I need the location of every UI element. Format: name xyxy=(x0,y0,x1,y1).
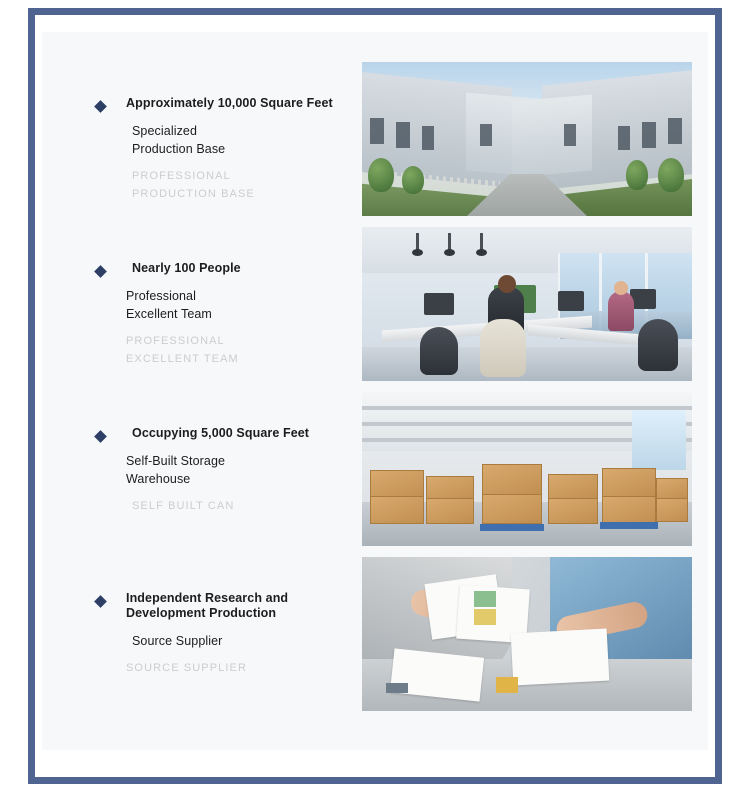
feature-subtitle-line-2: Excellent Team xyxy=(126,307,212,321)
feature-text-block xyxy=(62,557,362,677)
feature-ghost-line-2: EXCELLENT TEAM xyxy=(126,353,239,365)
feature-text-block xyxy=(62,62,362,203)
diamond-bullet-icon xyxy=(62,261,124,368)
feature-heading: Independent Research and Development Production xyxy=(126,591,289,620)
feature-heading: Occupying 5,000 Square Feet xyxy=(132,426,310,440)
feature-row-team xyxy=(62,227,684,390)
diamond-bullet-icon xyxy=(62,591,124,677)
feature-text-group xyxy=(124,261,241,368)
feature-ghost-line-1: PROFESSIONAL xyxy=(126,335,225,347)
feature-row-production-base xyxy=(62,62,684,225)
feature-text-group xyxy=(124,591,306,677)
office-team-photo xyxy=(362,227,692,381)
feature-heading: Nearly 100 People xyxy=(132,261,241,275)
feature-ghost-line-1: SELF BUILT CAN xyxy=(132,500,235,512)
documents-hands-photo xyxy=(362,557,692,711)
diamond-bullet-icon xyxy=(62,96,124,203)
diamond-bullet-icon xyxy=(62,426,124,515)
warehouse-boxes-photo xyxy=(362,392,692,546)
feature-ghost-line-1: SOURCE SUPPLIER xyxy=(126,662,248,674)
feature-subtitle-line-2: Warehouse xyxy=(126,472,191,486)
feature-text-block xyxy=(62,227,362,368)
feature-row-warehouse xyxy=(62,392,684,555)
feature-text-block xyxy=(62,392,362,515)
factory-buildings-photo xyxy=(362,62,692,216)
feature-text-group xyxy=(124,426,309,515)
feature-text-group xyxy=(124,96,333,203)
feature-ghost-line-1: PROFESSIONAL xyxy=(132,170,231,182)
feature-subtitle-line-1: Specialized xyxy=(132,124,198,138)
feature-ghost-line-2: PRODUCTION BASE xyxy=(132,188,255,200)
feature-subtitle-line-2: Production Base xyxy=(132,142,226,156)
feature-heading: Approximately 10,000 Square Feet xyxy=(126,96,333,110)
feature-subtitle-line-1: Professional xyxy=(126,289,196,303)
feature-rows xyxy=(42,32,708,750)
feature-subtitle-line-1: Self-Built Storage xyxy=(126,454,226,468)
feature-subtitle-line-1: Source Supplier xyxy=(132,634,223,648)
feature-row-rnd xyxy=(62,557,684,720)
